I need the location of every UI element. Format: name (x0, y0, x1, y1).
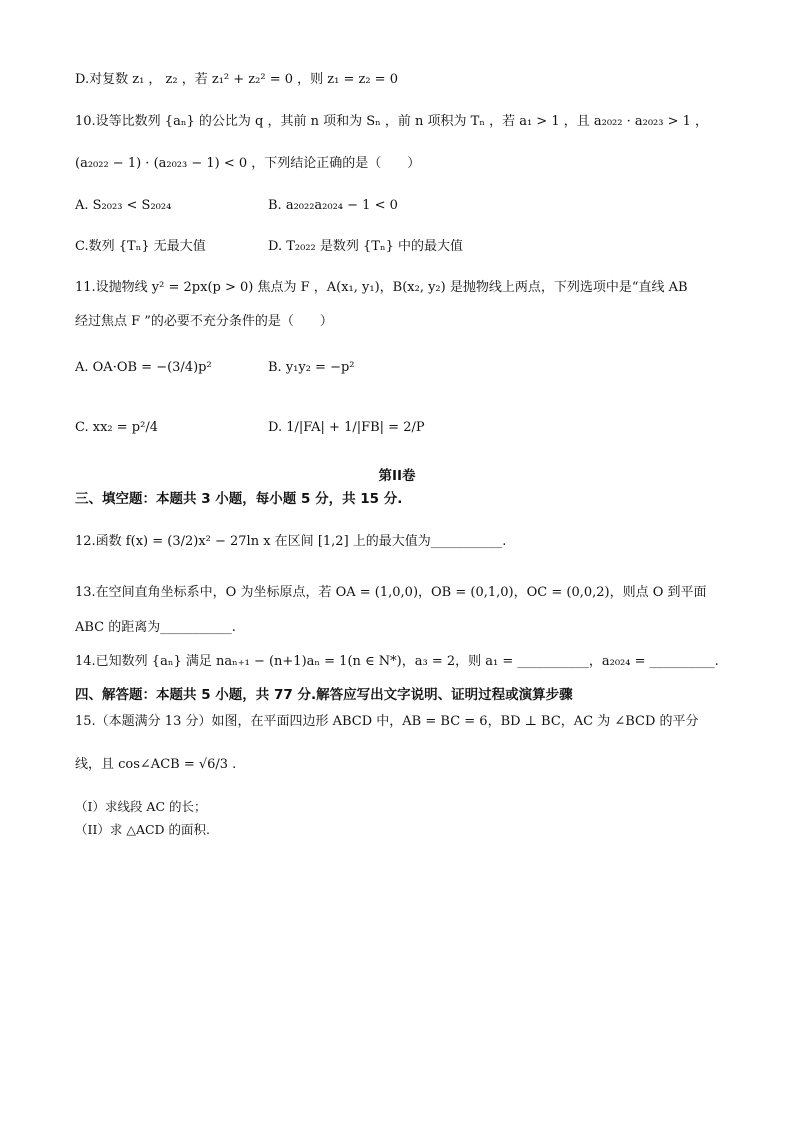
q10-option-a: A. S₂₀₂₃ < S₂₀₂₄ (75, 198, 172, 213)
q12: 12.函数 f(x) = (3/2)x² − 27ln x 在区间 [1,2] 上的最大值为___________. (75, 534, 507, 549)
q15-part1: （I）求线段 AC 的长； (75, 799, 207, 814)
q9-option-d: D.对复数 z₁ ， z₂ ，若 z₁² + z₂² = 0 ，则 z₁ = z₂ = 0 (75, 72, 398, 87)
q10-stem-line1: 10.设等比数列 {aₙ} 的公比为 q ，其前 n 项和为 Sₙ ，前 n 项积为 Tₙ ，若 a₁ > 1 ，且 a₂₀₂₂ · a₂₀₂₃ > 1 ， (75, 114, 709, 129)
q10-stem-line2: (a₂₀₂₂ − 1) · (a₂₀₂₃ − 1) < 0 ，下列结论正确的是（ ） (75, 156, 421, 171)
q10-option-d: D. T₂₀₂₂ 是数列 {Tₙ} 中的最大值 (268, 239, 463, 254)
q11-stem-line1: 11.设抛物线 y² = 2px(p > 0) 焦点为 F ，A(x₁, y₁)，B(x₂, y₂) 是抛物线上两点，下列选项中是“直线 AB (75, 280, 688, 295)
q11-stem-line2: 经过焦点 F ”的必要不充分条件的是（ ） (75, 314, 333, 329)
q14: 14.已知数列 {aₙ} 满足 naₙ₊₁ − (n+1)aₙ = 1(n ∈ N*)，a₃ = 2，则 a₁ = ___________，a₂₀₂₄ = __________. (75, 654, 719, 669)
q13-line1: 13.在空间直角坐标系中，O 为坐标原点，若 OA = (1,0,0)，OB = (0,1,0)，OC = (0,0,2)，则点 O 到平面 (75, 585, 707, 600)
q10-option-c: C.数列 {Tₙ} 无最大值 (75, 239, 206, 254)
part2-title: 第II卷 (378, 468, 416, 484)
q15-line1: 15.（本题满分 13 分）如图，在平面四边形 ABCD 中，AB = BC = 6，BD ⊥ BC，AC 为 ∠BCD 的平分 (75, 714, 699, 729)
q13-line2: ABC 的距离为___________. (75, 620, 236, 635)
q15-line2: 线，且 cos∠ACB = √6/3 . (75, 757, 237, 772)
q11-option-d: D. 1/|FA| + 1/|FB| = 2/P (268, 420, 425, 435)
section4-title: 四、解答题：本题共 5 小题，共 77 分.解答应写出文字说明、证明过程或演算步骤 (75, 687, 573, 703)
q11-option-c: C. xx₂ = p²/4 (75, 420, 158, 435)
q11-option-b: B. y₁y₂ = −p² (268, 360, 355, 375)
q15-part2: （II）求 △ACD 的面积. (75, 822, 211, 837)
q11-option-a: A. OA·OB = −(3/4)p² (75, 360, 212, 375)
section3-title: 三、填空题：本题共 3 小题，每小题 5 分，共 15 分. (75, 491, 403, 507)
q10-option-b: B. a₂₀₂₂a₂₀₂₄ − 1 < 0 (268, 198, 398, 213)
